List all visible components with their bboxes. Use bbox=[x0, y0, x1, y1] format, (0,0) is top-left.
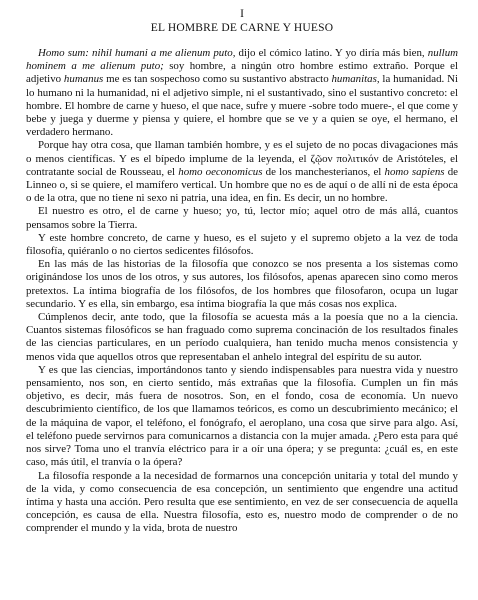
text-run: En las más de las historias de la filosofía que conozco se nos presenta a los sistemas como originándose los unos de los otros, y sus autores, los filósofos, apenas aparecen sino como meros pretextos. La íntima biografía de los filósofos, de los hombres que filosofaron, ocupa un lugar secundario. Y es ella, sin embargo, esa íntima biografía la que más cosas nos explica. bbox=[26, 258, 458, 310]
chapter-number: I bbox=[240, 8, 244, 20]
paragraph bbox=[26, 258, 458, 311]
text-run: Porque hay otra cosa, que llaman también hombre, y es el sujeto de no pocas divagaciones más o menos científicas. Y es el bípedo implume de la leyenda, el ζῷον πολιτικόν de Aristóteles, el contratante social de Rousseau, el bbox=[26, 139, 458, 178]
text-run: dijo el cómico latino. Y yo diría más bien, bbox=[235, 47, 428, 59]
text-run: de Linneo o, si se quiere, el mamífero vertical. Un hombre que no es de aquí o de allí ni de esta época o de la otra, que no tiene ni sexo ni patria, una idea, en fin. Es decir, un no hombre. bbox=[26, 165, 458, 205]
body-text bbox=[26, 47, 458, 536]
italic-text: nullum hominem a me alienum puto; bbox=[26, 47, 459, 73]
chapter-title: EL HOMBRE DE CARNE Y HUESO bbox=[150, 22, 334, 34]
paragraph bbox=[26, 232, 458, 258]
paragraph bbox=[26, 139, 458, 205]
paragraph bbox=[26, 311, 458, 364]
italic-text: homo oeconomicus bbox=[178, 165, 263, 178]
text-run: me es tan sospechoso como su sustantivo abstracto bbox=[103, 73, 332, 86]
text-run: Cúmplenos decir, ante todo, que la filosofía se acuesta más a la poesía que no a la ciencia. Cuantos sistemas filosóficos se han fraguado como suprema concinación de los resultados finales de las ciencias particulares, en un período cualquiera, han tenido mucha menos consistencia y menos vida que aquellos otros que representaban el anhelo integral del espíritu de su autor. bbox=[26, 311, 458, 363]
text-run: La filosofía responde a la necesidad de formarnos una concepción unitaria y total del mundo y de la vida, y como consecuencia de esa concepción, un sentimiento que engendre una actitud íntima y hasta una acción. Pero resulta que ese sentimiento, en vez de ser consecuencia de aquella concepción, es causa de ella. Nuestra filosofía, esto es, nuestro modo de comprender o de no comprender el mundo y la vida, brota de nuestro bbox=[26, 469, 458, 535]
italic-text: homo sapiens bbox=[384, 165, 445, 178]
paragraph bbox=[26, 205, 458, 231]
text-run: El nuestro es otro, el de carne y hueso; yo, tú, lector mío; aquel otro de más allá, cuantos pensamos sobre la Tierra. bbox=[26, 205, 458, 231]
text-run: de los manchesterianos, el bbox=[262, 165, 385, 178]
text-run: Y es que las ciencias, importándonos tanto y siendo indispensables para nuestra vida y nuestro pensamiento, nos son, en cierto sentido, más extrañas que la filosofía. Cumplen un fin más objetivo, es decir, más fuera de nosotros. Son, en el fondo, cosa de economía. Un nuevo descubrimiento científico, de los que llamamos teóricos, es como un descubrimiento mecánico; el de la máquina de vapor, el teléfono, el fonógrafo, el aeroplano, una cosa que sirve para algo. Así, el teléfono puede servirnos para comunicarnos a distancia con la mujer amada. ¿Pero esta para qué nos sirve? Toma uno el tranvía eléctrico para ir a oír una ópera; y se pregunta: ¿cuál es, en este caso, más útil, el tranvía o la ópera? bbox=[26, 363, 458, 469]
paragraph bbox=[26, 47, 458, 139]
paragraph bbox=[26, 364, 458, 470]
paragraph bbox=[26, 470, 458, 536]
text-run: Y este hombre concreto, de carne y hueso, es el sujeto y el supremo objeto a la vez de toda filosofía, quiéranlo o no ciertos sedicentes filósofos. bbox=[26, 231, 458, 258]
italic-text: Homo sum: nihil humani a me alienum puto, bbox=[38, 47, 236, 59]
italic-text: humanitas, bbox=[331, 73, 380, 86]
text-run: la humanidad. Ni lo humano ni la humanidad, ni el adjetivo simple, ni el sustantivado, sino el sustantivo concreto: el hombre. El hombre de carne y hueso, el que nace, sufre y muere -sobre todo muere-, el que come y bebe y juega y duerme y piensa y quiere, el hombre que se ve y a quien se oye, el hermano, el verdadero hermano. bbox=[26, 73, 458, 139]
text-run: soy hombre, a ningún otro hombre estimo extraño. Porque el adjetivo bbox=[26, 60, 458, 86]
italic-text: humanus bbox=[63, 73, 104, 86]
